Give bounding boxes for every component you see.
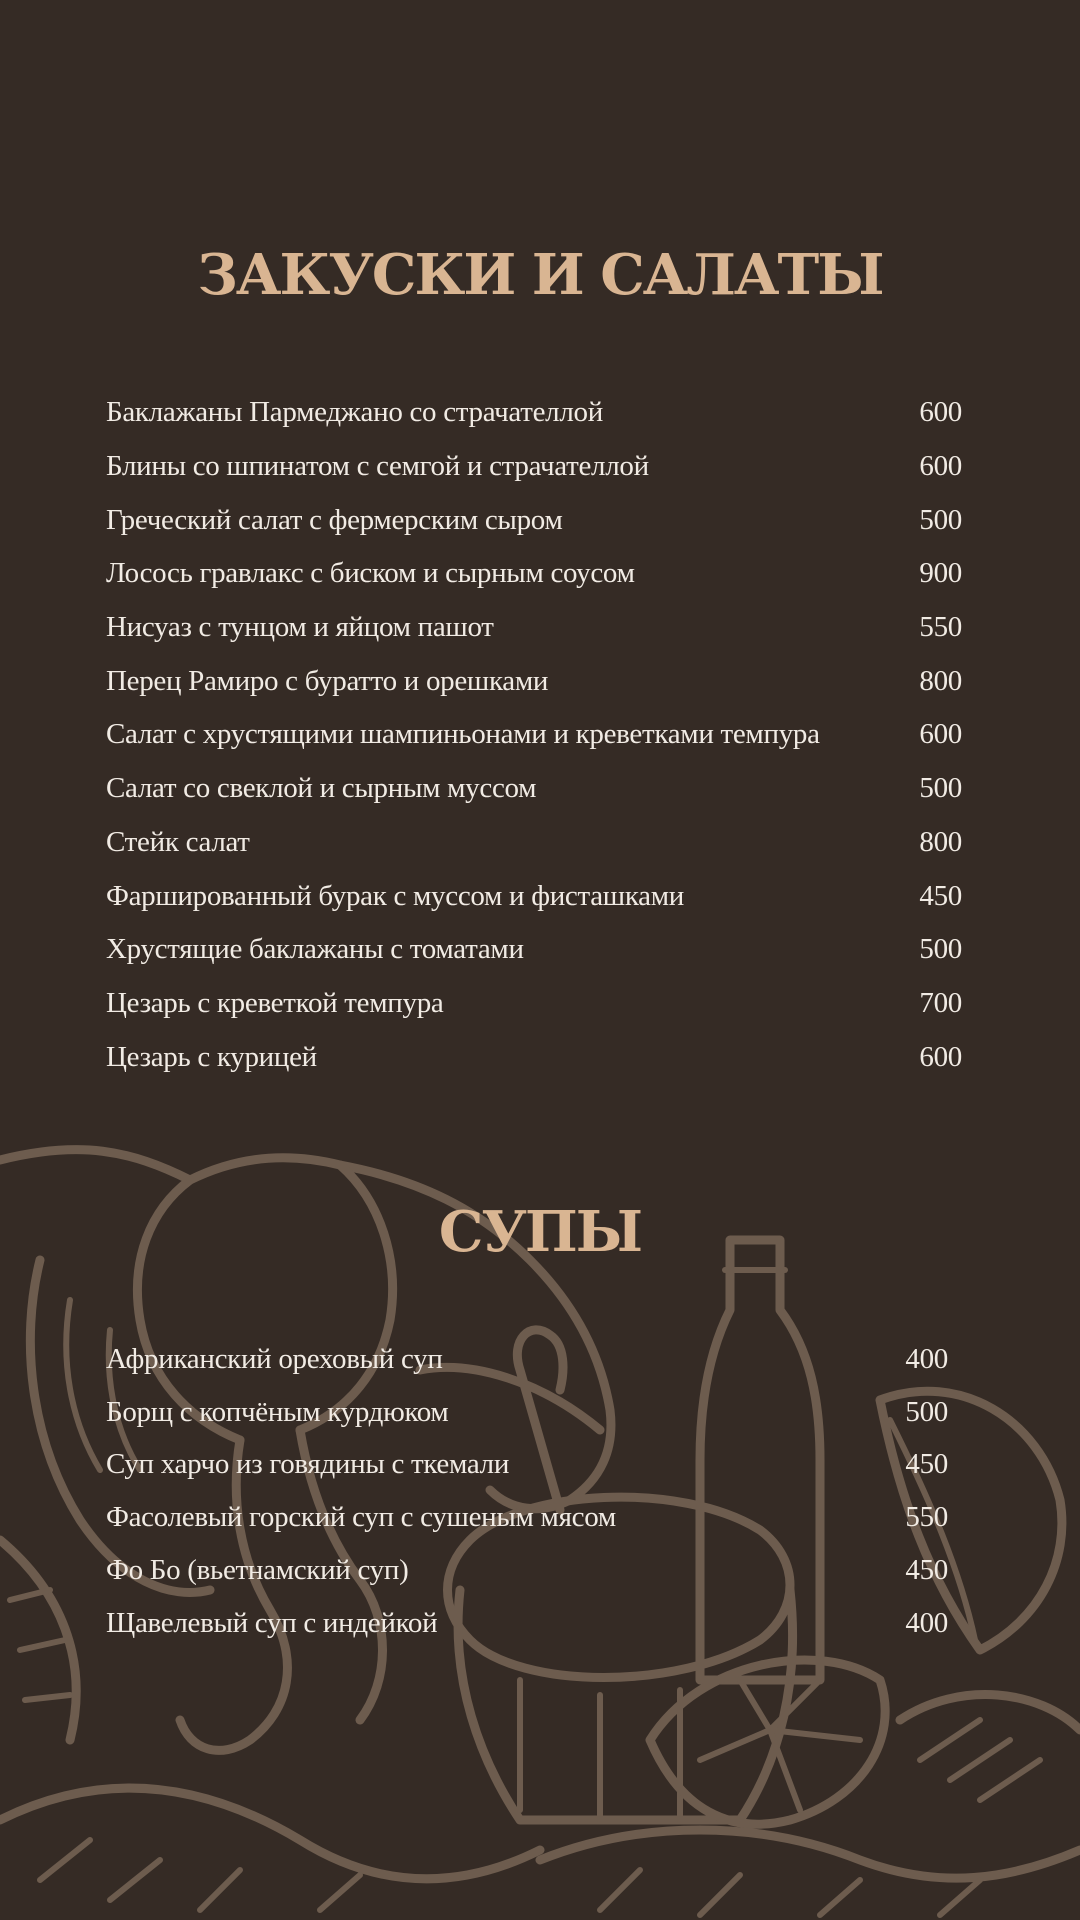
menu-item (106, 708, 962, 762)
menu-item-name: Фаршированный бурак с муссом и фисташками (106, 879, 685, 912)
menu-item-name: Лосось гравлакс с биском и сырным соусом (106, 557, 635, 590)
menu-item-price: 600 (919, 1040, 962, 1073)
menu-item (106, 816, 962, 870)
menu-item-price: 550 (905, 1501, 948, 1534)
section-title-zakuski: ЗАКУСКИ И САЛАТЫ (197, 242, 883, 308)
menu-item (106, 601, 962, 655)
menu-item-name: Стейк салат (106, 825, 250, 858)
menu-item (106, 1333, 948, 1386)
menu-item (106, 1491, 948, 1544)
menu-item (106, 1439, 948, 1492)
menu-item-name: Фо Бо (вьетнамский суп) (106, 1554, 409, 1587)
menu-item-name: Салат со свеклой и сырным муссом (106, 772, 537, 805)
menu-item-name: Цезарь с курицей (106, 1040, 317, 1073)
menu-item-price: 600 (919, 450, 962, 483)
menu-item-price: 700 (919, 986, 962, 1019)
menu-item (106, 1597, 948, 1650)
menu-item-name: Африканский ореховый суп (106, 1342, 443, 1375)
menu-item-price: 500 (905, 1395, 948, 1428)
menu-item-name: Блины со шпинатом с семгой и страчателлой (106, 450, 649, 483)
menu-item (106, 654, 962, 708)
menu-item-name: Салат с хрустящими шампиньонами и креветками темпура (106, 718, 820, 751)
menu-item-price: 900 (919, 557, 962, 590)
menu-list-supy (106, 1333, 948, 1650)
menu-item-name: Борщ с копчёным курдюком (106, 1395, 449, 1428)
menu-item-name: Цезарь с креветкой темпура (106, 986, 444, 1019)
menu-item (106, 1030, 962, 1084)
menu-item-price: 550 (919, 611, 962, 644)
menu-item-name: Фасолевый горский суп с сушеным мясом (106, 1501, 616, 1534)
menu-item-price: 800 (919, 664, 962, 697)
menu-item (106, 977, 962, 1031)
menu-item-price: 450 (905, 1554, 948, 1587)
menu-item (106, 386, 962, 440)
menu-item (106, 923, 962, 977)
menu-item-price: 400 (905, 1342, 948, 1375)
menu-item (106, 762, 962, 816)
menu-item-price: 500 (919, 772, 962, 805)
menu-item-price: 400 (905, 1606, 948, 1639)
menu-item (106, 493, 962, 547)
menu-item (106, 547, 962, 601)
menu-item-price: 600 (919, 718, 962, 751)
menu-item-name: Нисуаз с тунцом и яйцом пашот (106, 611, 494, 644)
menu-item (106, 1386, 948, 1439)
menu-item (106, 1544, 948, 1597)
menu-item-name: Суп харчо из говядины с ткемали (106, 1448, 510, 1481)
menu-item-price: 500 (919, 503, 962, 536)
menu-item-name: Хрустящие баклажаны с томатами (106, 933, 524, 966)
menu-list-zakuski (106, 386, 962, 1084)
menu-item-name: Щавелевый суп с индейкой (106, 1606, 438, 1639)
menu-item-price: 450 (919, 879, 962, 912)
menu-item-name: Баклажаны Пармеджано со страчателлой (106, 396, 603, 429)
menu-item-name: Греческий салат с фермерским сыром (106, 503, 563, 536)
section-title-supy: СУПЫ (438, 1199, 642, 1265)
menu-item-price: 450 (905, 1448, 948, 1481)
menu-item (106, 869, 962, 923)
menu-item-price: 600 (919, 396, 962, 429)
menu-item-name: Перец Рамиро с буратто и орешками (106, 664, 549, 697)
menu-item-price: 800 (919, 825, 962, 858)
menu-item (106, 440, 962, 494)
menu-item-price: 500 (919, 933, 962, 966)
